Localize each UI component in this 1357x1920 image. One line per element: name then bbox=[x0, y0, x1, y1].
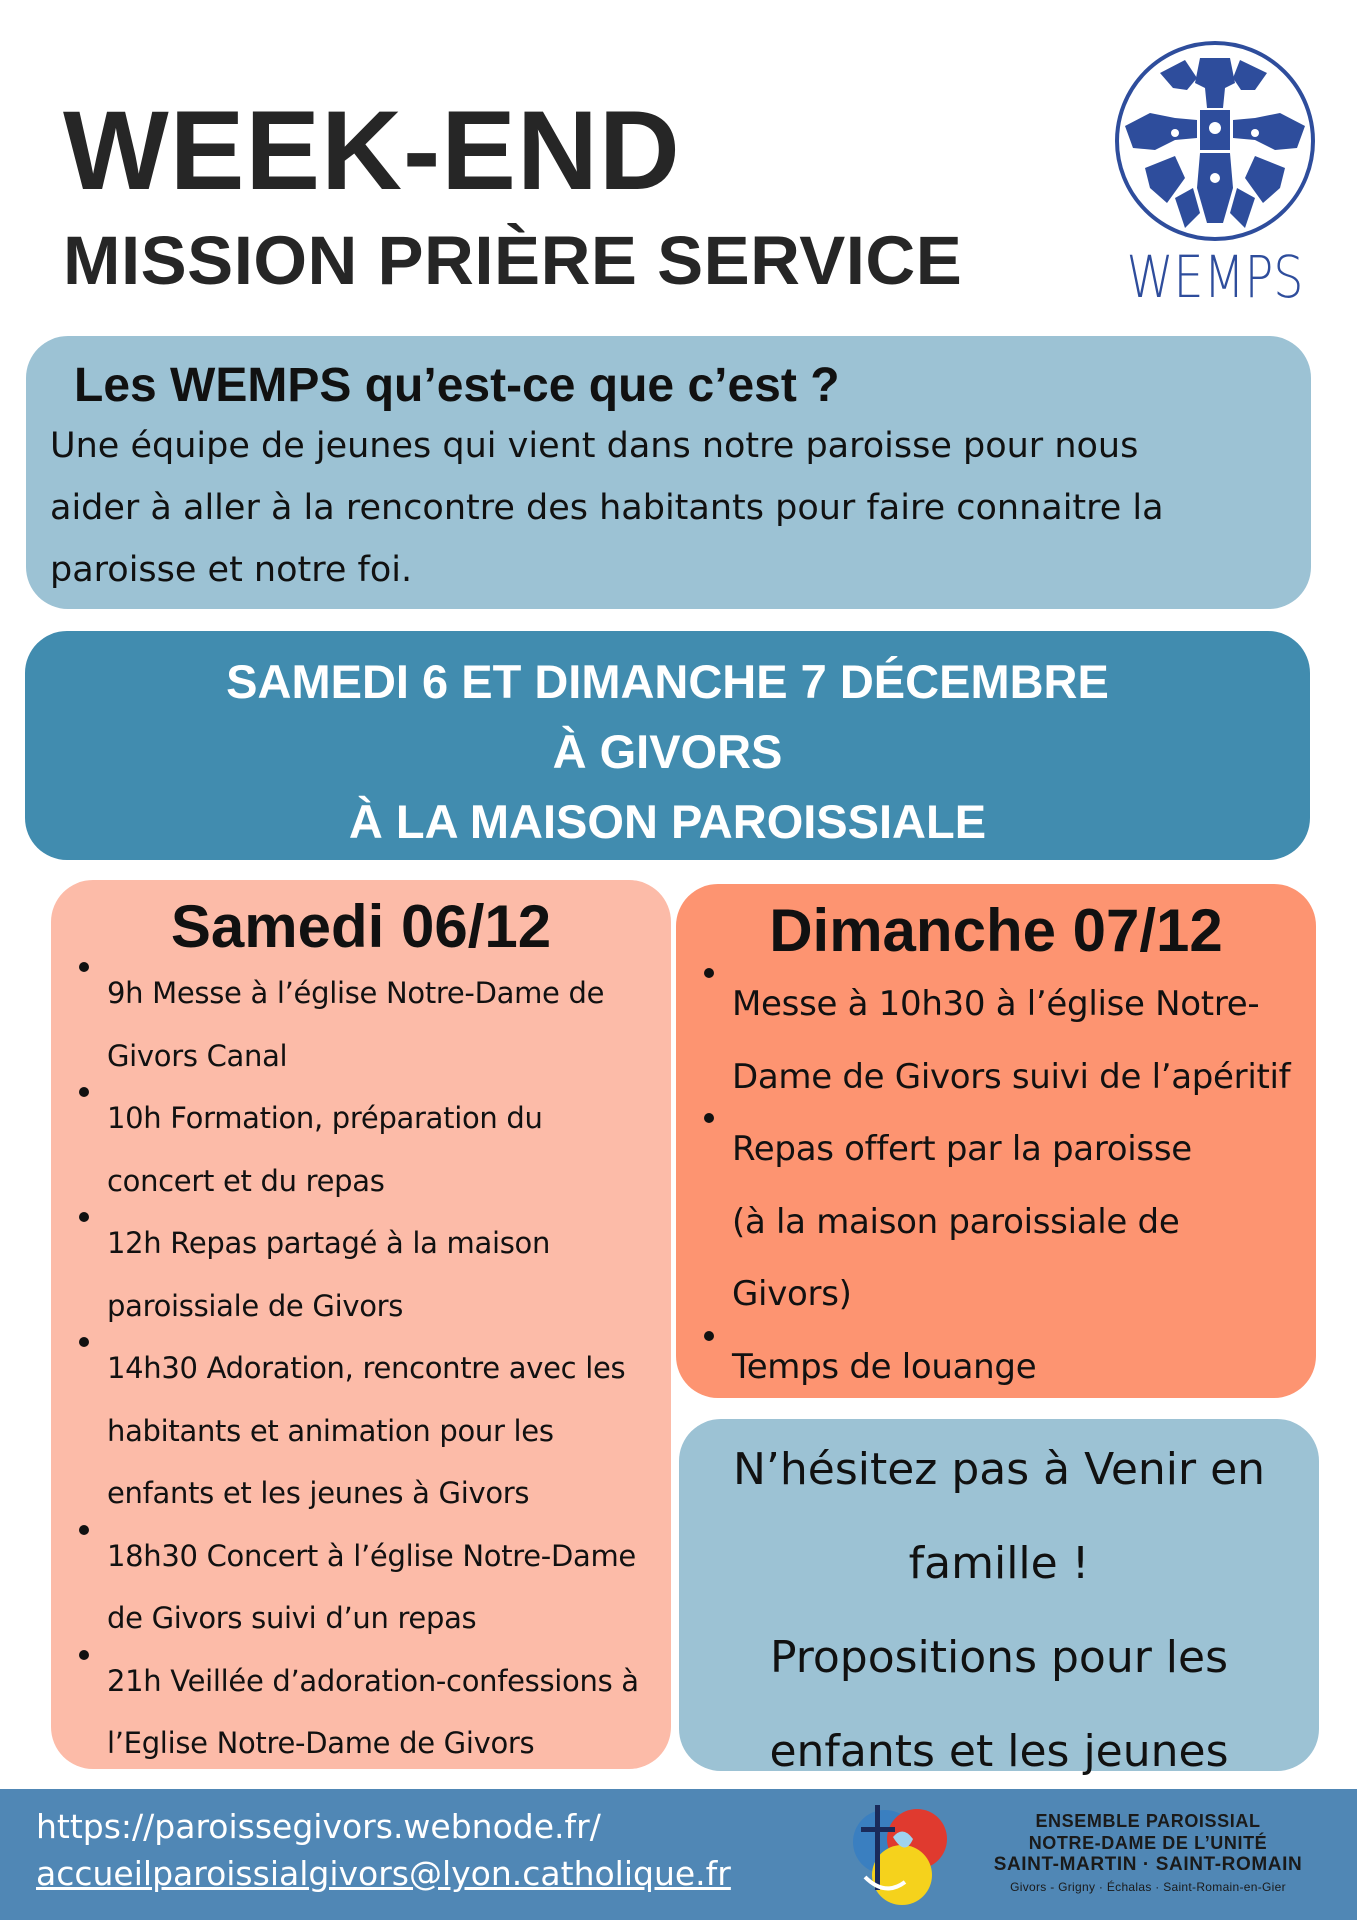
logo-text: WEMPS bbox=[1126, 243, 1304, 311]
item-line: l’Eglise Notre-Dame de Givors bbox=[107, 1726, 535, 1760]
wemps-logo bbox=[1105, 38, 1325, 311]
item-line: Givors Canal bbox=[107, 1038, 288, 1073]
item-line: habitants et animation pour les bbox=[107, 1413, 554, 1448]
item-line: Messe à 10h30 à l’église Notre- bbox=[732, 984, 1260, 1024]
intro-line: Une équipe de jeunes qui vient dans notre paroisse pour nous bbox=[50, 426, 1139, 466]
item-line: (à la maison paroissiale de bbox=[732, 1201, 1180, 1242]
schedule-item bbox=[107, 1337, 667, 1525]
item-line: Dame de Givors suivi de l’apéritif bbox=[732, 1056, 1291, 1097]
item-line: de Givors suivi d’un repas bbox=[107, 1601, 477, 1635]
bullet-icon bbox=[79, 1650, 89, 1660]
item-line: 21h Veillée d’adoration-confessions à bbox=[107, 1663, 639, 1698]
bullet-icon bbox=[79, 1525, 89, 1535]
event-dates: SAMEDI 6 ET DIMANCHE 7 DÉCEMBRE bbox=[226, 655, 1109, 708]
parish-towns: Givors - Grigny · Échalas · Saint-Romain-en-Gier bbox=[1010, 1880, 1286, 1894]
family-invitation bbox=[679, 1419, 1319, 1799]
item-line: 18h30 Concert à l’église Notre-Dame bbox=[107, 1538, 636, 1573]
item-line: Repas offert par la paroisse bbox=[732, 1129, 1192, 1169]
family-line: enfants et les jeunes bbox=[769, 1726, 1229, 1777]
parish-name bbox=[958, 1810, 1338, 1898]
website-link[interactable]: https://paroissegivors.webnode.fr/ bbox=[36, 1807, 601, 1846]
intro-line: paroisse et notre foi. bbox=[50, 550, 413, 590]
saturday-title: Samedi 06/12 bbox=[170, 893, 552, 960]
item-line: 14h30 Adoration, rencontre avec les bbox=[107, 1351, 626, 1385]
item-line: concert et du repas bbox=[107, 1163, 385, 1198]
item-line: 9h Messe à l’église Notre-Dame de bbox=[107, 976, 605, 1010]
email-link[interactable]: accueilparoissialgivors@lyon.catholique.fr bbox=[36, 1854, 731, 1893]
schedule-item bbox=[107, 1650, 667, 1775]
intro-text bbox=[50, 415, 1300, 601]
page-title: WEEK-END bbox=[63, 88, 681, 213]
schedule-item bbox=[107, 1212, 667, 1337]
item-line: Givors) bbox=[732, 1274, 852, 1314]
sunday-schedule bbox=[732, 968, 1332, 1403]
item-line: 10h Formation, préparation du bbox=[107, 1101, 543, 1135]
parish-line: ENSEMBLE PAROISSIAL bbox=[1035, 1811, 1261, 1831]
family-line: Propositions pour les bbox=[769, 1632, 1229, 1683]
page-subtitle: MISSION PRIÈRE SERVICE bbox=[63, 222, 963, 299]
family-line: N’hésitez pas à Venir en bbox=[732, 1444, 1266, 1495]
saturday-schedule bbox=[107, 962, 667, 1775]
event-venue: À LA MAISON PAROISSIALE bbox=[348, 795, 987, 848]
item-line: paroissiale de Givors bbox=[107, 1288, 404, 1323]
item-line: Temps de louange bbox=[732, 1346, 1037, 1387]
intro-heading: Les WEMPS qu’est-ce que c’est ? bbox=[74, 359, 840, 412]
bullet-icon bbox=[79, 962, 89, 972]
schedule-item bbox=[732, 968, 1332, 1113]
parish-line: NOTRE-DAME DE L’UNITÉ bbox=[1028, 1833, 1268, 1853]
schedule-item bbox=[107, 962, 667, 1087]
parish-line: SAINT-MARTIN · SAINT-ROMAIN bbox=[993, 1854, 1303, 1875]
intro-line: aider à aller à la rencontre des habitants pour faire connaitre la bbox=[50, 488, 1164, 528]
bullet-icon bbox=[704, 968, 714, 978]
family-line: famille ! bbox=[908, 1538, 1090, 1589]
bullet-icon bbox=[704, 1331, 714, 1341]
bullet-icon bbox=[79, 1212, 89, 1222]
sunday-title: Dimanche 07/12 bbox=[769, 897, 1223, 964]
schedule-item bbox=[107, 1525, 667, 1650]
parish-logo-icon bbox=[845, 1797, 960, 1912]
event-city: À GIVORS bbox=[552, 725, 783, 778]
schedule-item bbox=[107, 1087, 667, 1212]
bullet-icon bbox=[79, 1337, 89, 1347]
bullet-icon bbox=[79, 1087, 89, 1097]
wemps-cross-icon bbox=[1105, 38, 1325, 248]
schedule-item bbox=[732, 1113, 1332, 1331]
item-line: enfants et les jeunes à Givors bbox=[107, 1476, 530, 1510]
bullet-icon bbox=[704, 1113, 714, 1123]
item-line: 12h Repas partagé à la maison bbox=[107, 1226, 551, 1260]
schedule-item bbox=[732, 1331, 1332, 1404]
